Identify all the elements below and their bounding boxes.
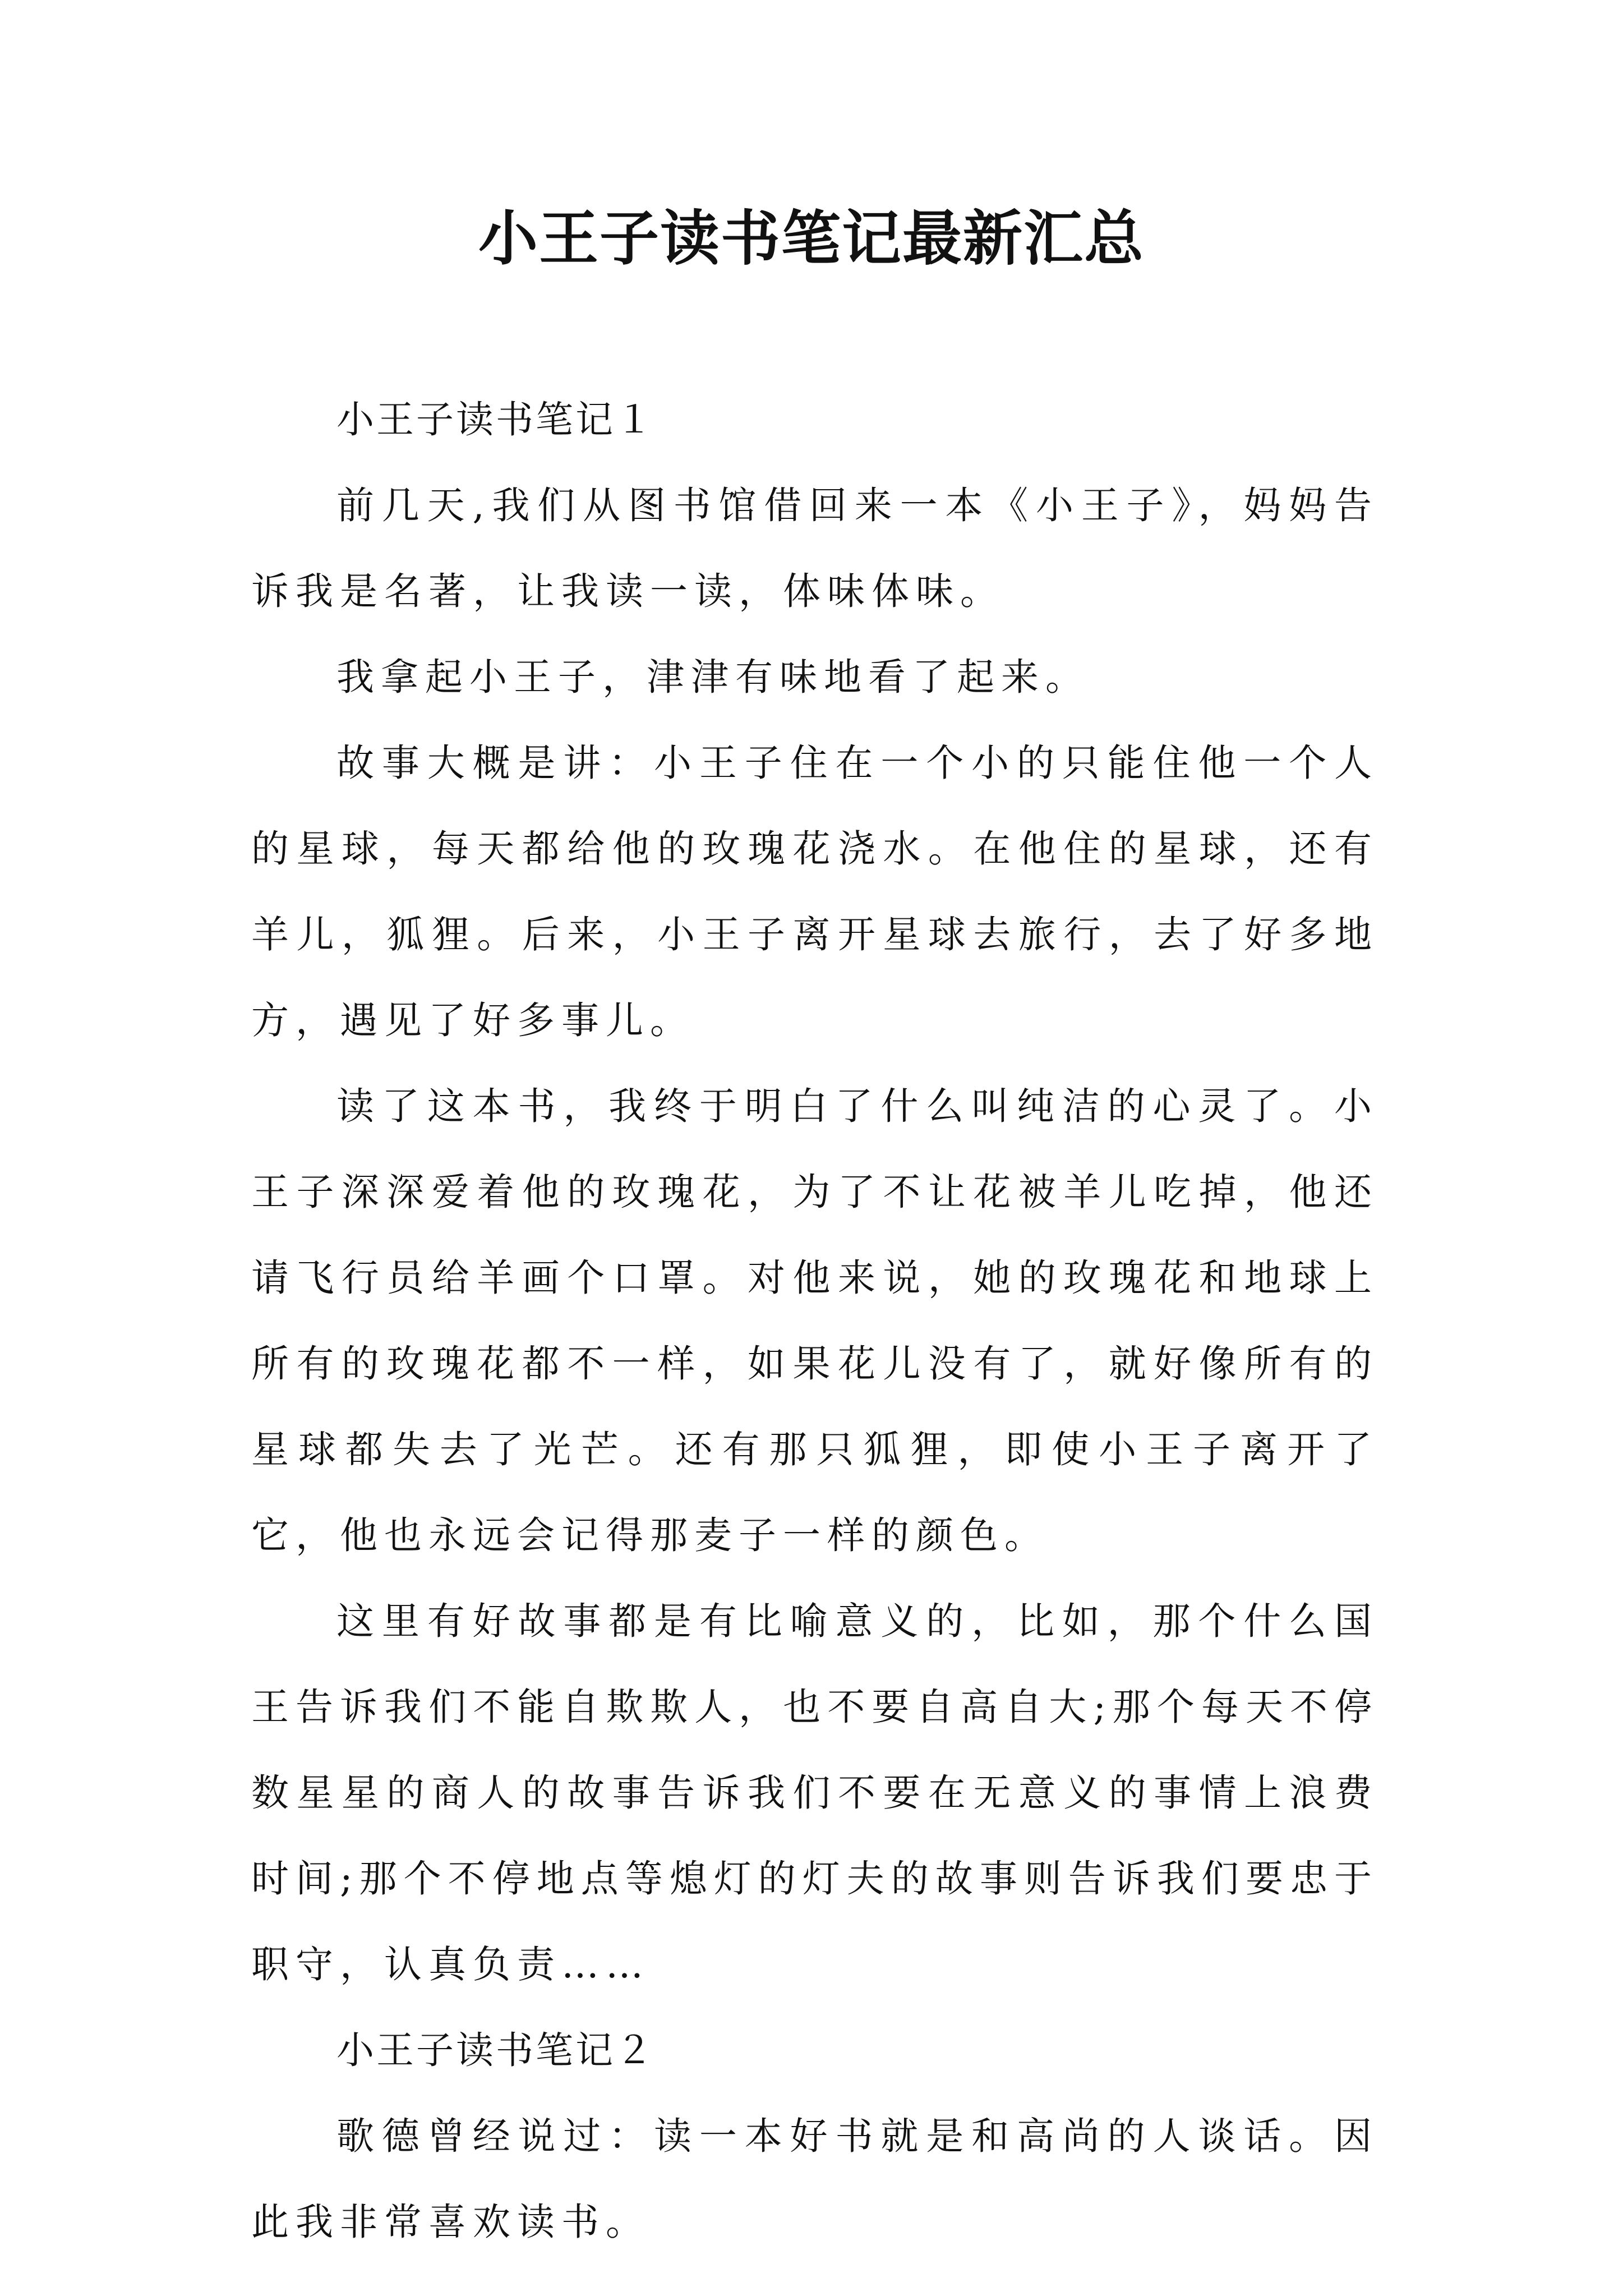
paragraph: 歌德曾经说过：读一本好书就是和高尚的人谈话。因此我非常喜欢读书。 [251, 2114, 1378, 2244]
paragraph: 这里有好故事都是有比喻意义的，比如，那个什么国王告诉我们不能自欺欺人，也不要自高自大;那个每天不停数星星的商人的故事告诉我们不要在无意义的事情上浪费时间;那个不停地点等熄灯的灯夫的故事则告诉我们要忠于职守，认真负责…… [251, 1599, 1378, 1986]
paragraph: 前几天,我们从图书馆借回来一本《小王子》，妈妈告诉我是名著，让我读一读，体味体味。 [251, 484, 1378, 613]
section-heading-1: 小王子读书笔记１ [336, 398, 655, 441]
paragraph: 我拿起小王子，津津有味地看了起来。 [336, 655, 1090, 699]
paragraph: 故事大概是讲：小王子住在一个小的只能住他一个人的星球，每天都给他的玫瑰花浇水。在他住的星球，还有羊儿，狐狸。后来，小王子离开星球去旅行，去了好多地方，遇见了好多事儿。 [251, 741, 1378, 1042]
document-title: 小王子读书笔记最新汇总 [478, 203, 1145, 273]
paragraph: 读了这本书，我终于明白了什么叫纯洁的心灵了。小王子深深爱着他的玫瑰花，为了不让花被羊儿吃掉，他还请飞行员给羊画个口罩。对他来说，她的玫瑰花和地球上所有的玫瑰花都不一样，如果花儿没有了，就好像所有的星球都失去了光芒。还有那只狐狸，即使小王子离开了它，他也永远会记得那麦子一样的颜色。 [251, 1084, 1378, 1557]
section-heading-2: 小王子读书笔记２ [336, 2028, 655, 2072]
document-body [251, 377, 1378, 2265]
